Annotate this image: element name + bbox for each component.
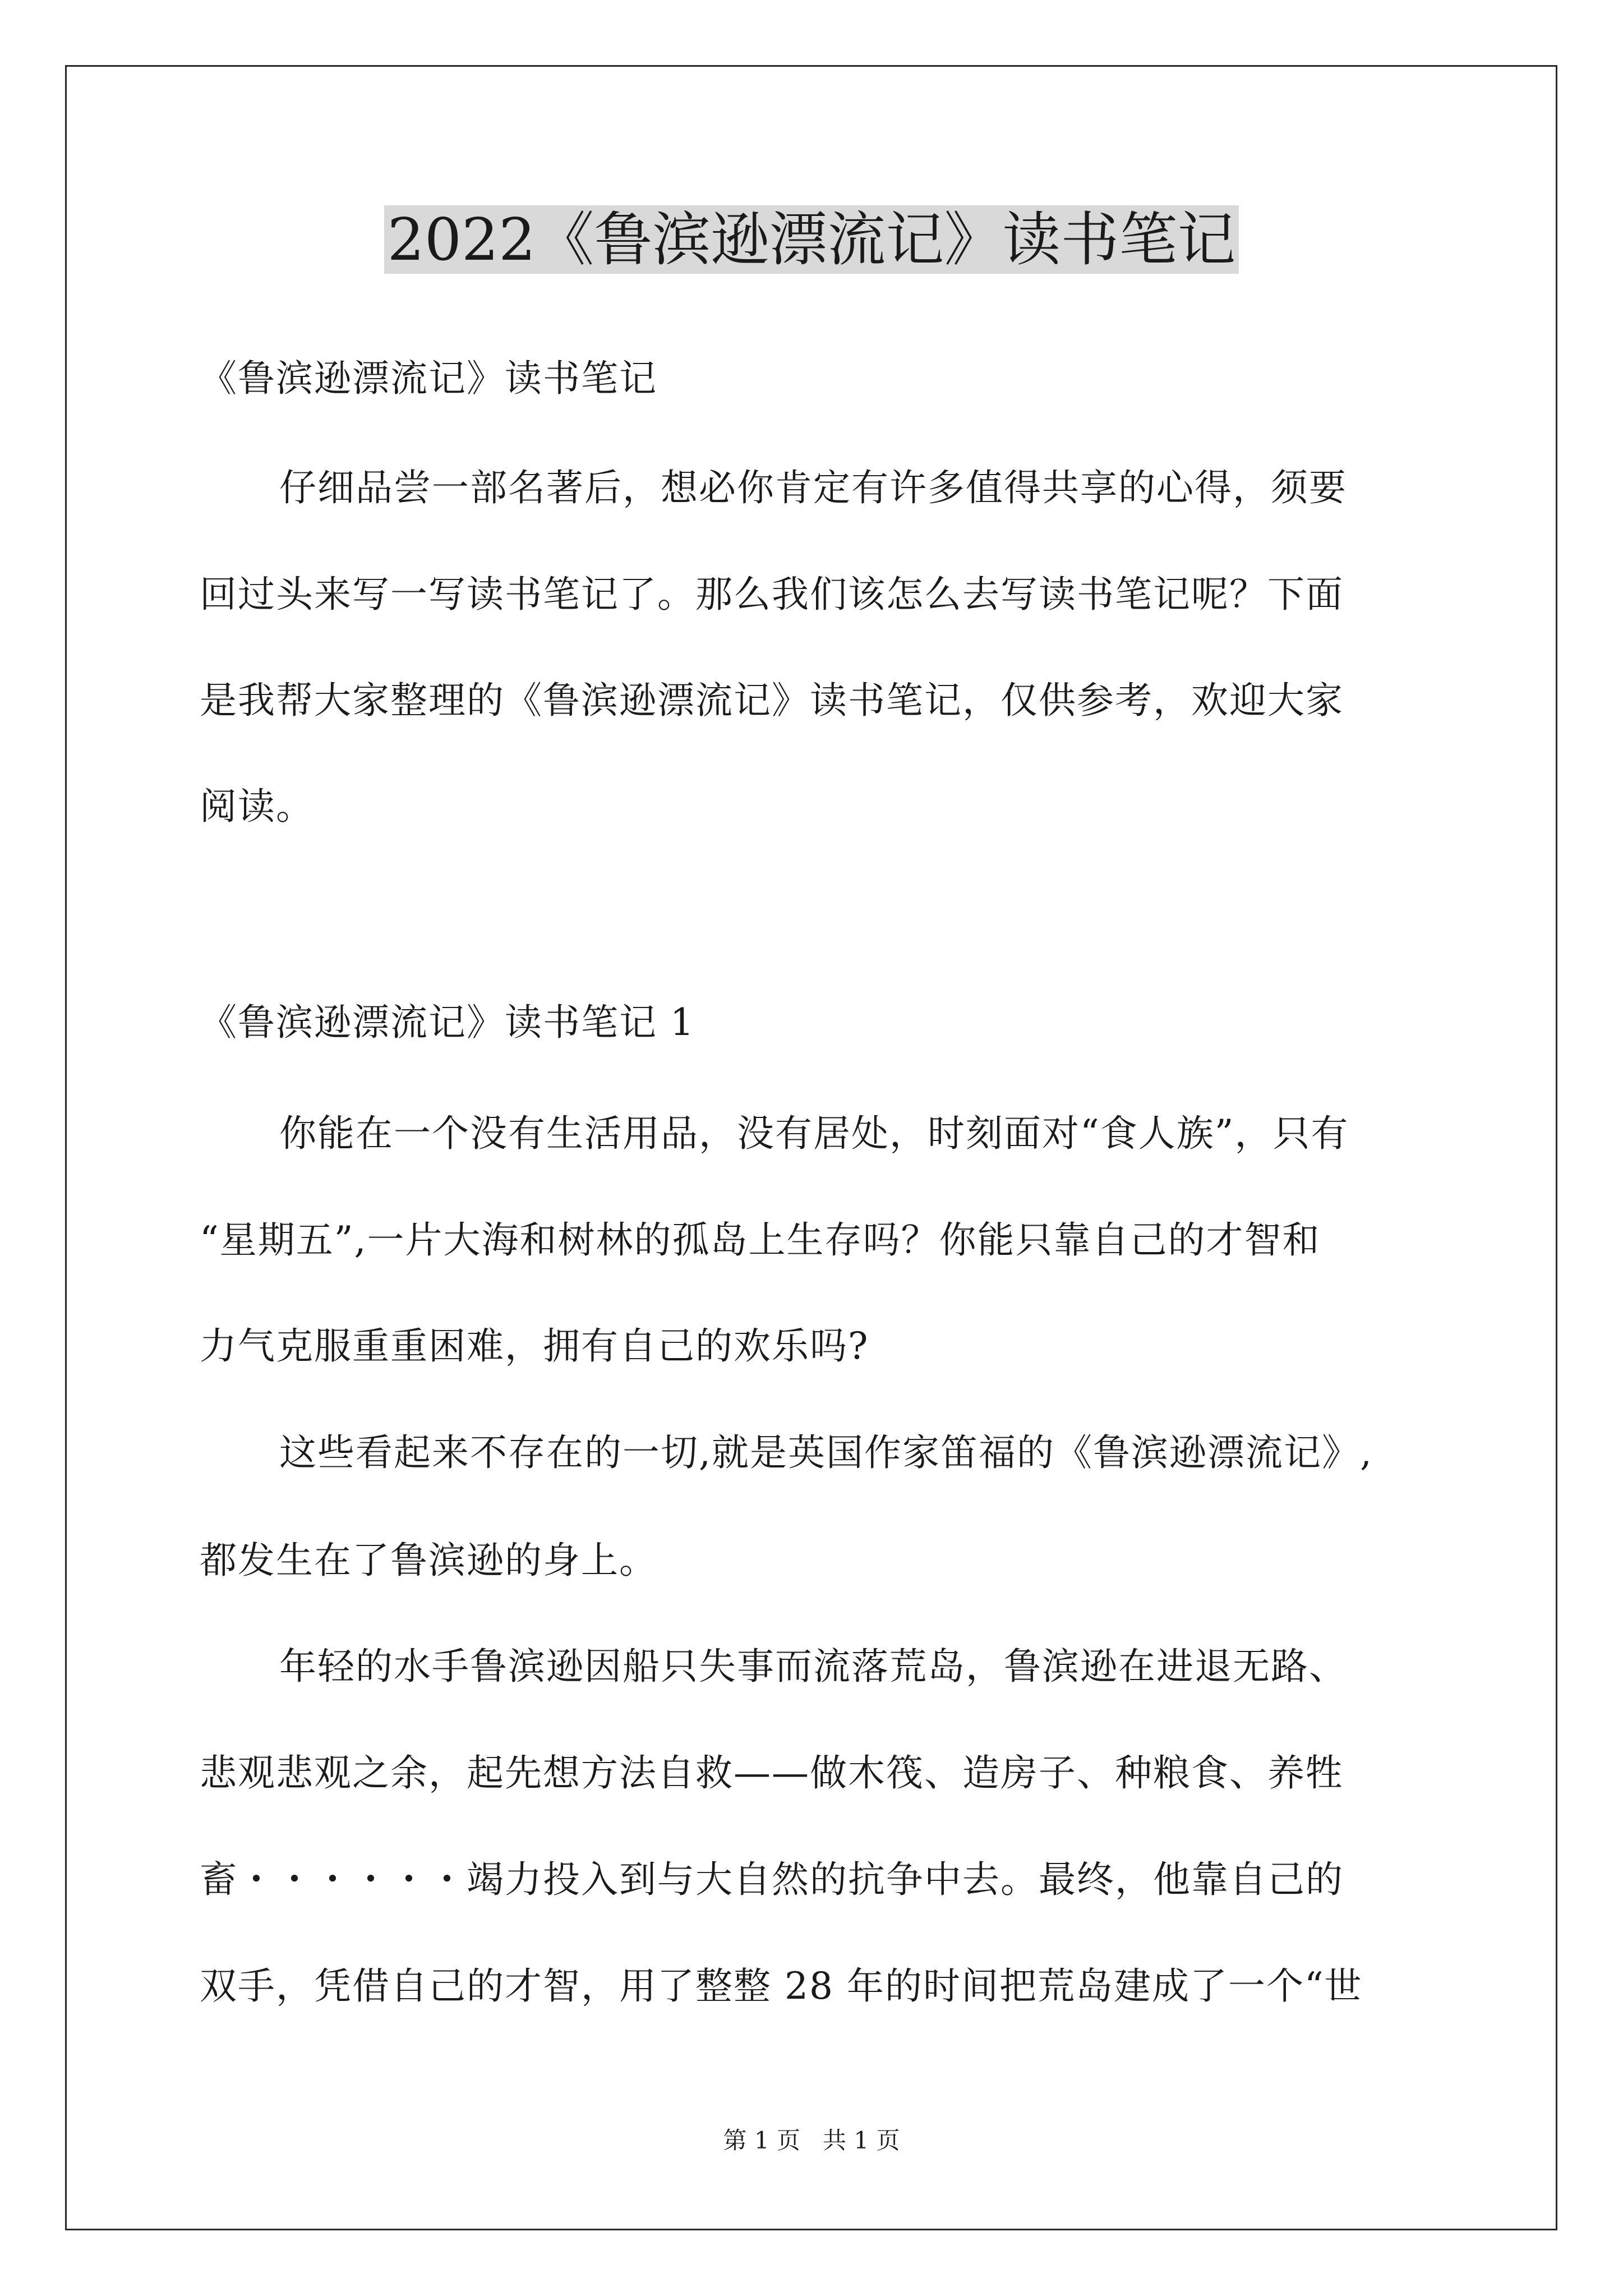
page-footer: 第 1 页 共 1 页 bbox=[723, 2127, 900, 2154]
intro-line: 仔细品尝一部名著后，想必你肯定有许多值得共享的心得，须要 bbox=[279, 466, 1347, 509]
paragraph-line: 这些看起来不存在的一切,就是英国作家笛福的《鲁滨逊漂流记》, bbox=[279, 1431, 1373, 1474]
paragraph-line: “星期五”,一片大海和树林的孤岛上生存吗？你能只靠自己的才智和 bbox=[200, 1218, 1321, 1262]
paragraph-line: 双手，凭借自己的才智，用了整整 28 年的时间把荒岛建成了一个“世 bbox=[200, 1964, 1363, 2008]
paragraph-line: 畜・・・・・・竭力投入到与大自然的抗争中去。最终，他靠自己的 bbox=[200, 1858, 1344, 1901]
document-title bbox=[0, 203, 1623, 276]
paragraph-line: 力气克服重重困难，拥有自己的欢乐吗? bbox=[200, 1324, 869, 1368]
document-subtitle: 《鲁滨逊漂流记》读书笔记 bbox=[200, 357, 657, 400]
paragraph-line: 悲观悲观之余，起先想方法自救——做木筏、造房子、种粮食、养牲 bbox=[200, 1751, 1344, 1795]
intro-line: 阅读。 bbox=[200, 785, 314, 828]
paragraph-line: 你能在一个没有生活用品，没有居处，时刻面对“食人族”，只有 bbox=[279, 1112, 1349, 1155]
intro-line: 是我帮大家整理的《鲁滨逊漂流记》读书笔记，仅供参考，欢迎大家 bbox=[200, 679, 1344, 722]
document-title-text: 2022《鲁滨逊漂流记》读书笔记 bbox=[384, 205, 1239, 274]
paragraph-line: 年轻的水手鲁滨逊因船只失事而流落荒岛，鲁滨逊在进退无路、 bbox=[279, 1645, 1347, 1688]
section-heading: 《鲁滨逊漂流记》读书笔记 1 bbox=[200, 1001, 695, 1044]
intro-line: 回过头来写一写读书笔记了。那么我们该怎么去写读书笔记呢？下面 bbox=[200, 573, 1344, 616]
paragraph-line: 都发生在了鲁滨逊的身上。 bbox=[200, 1539, 657, 1582]
